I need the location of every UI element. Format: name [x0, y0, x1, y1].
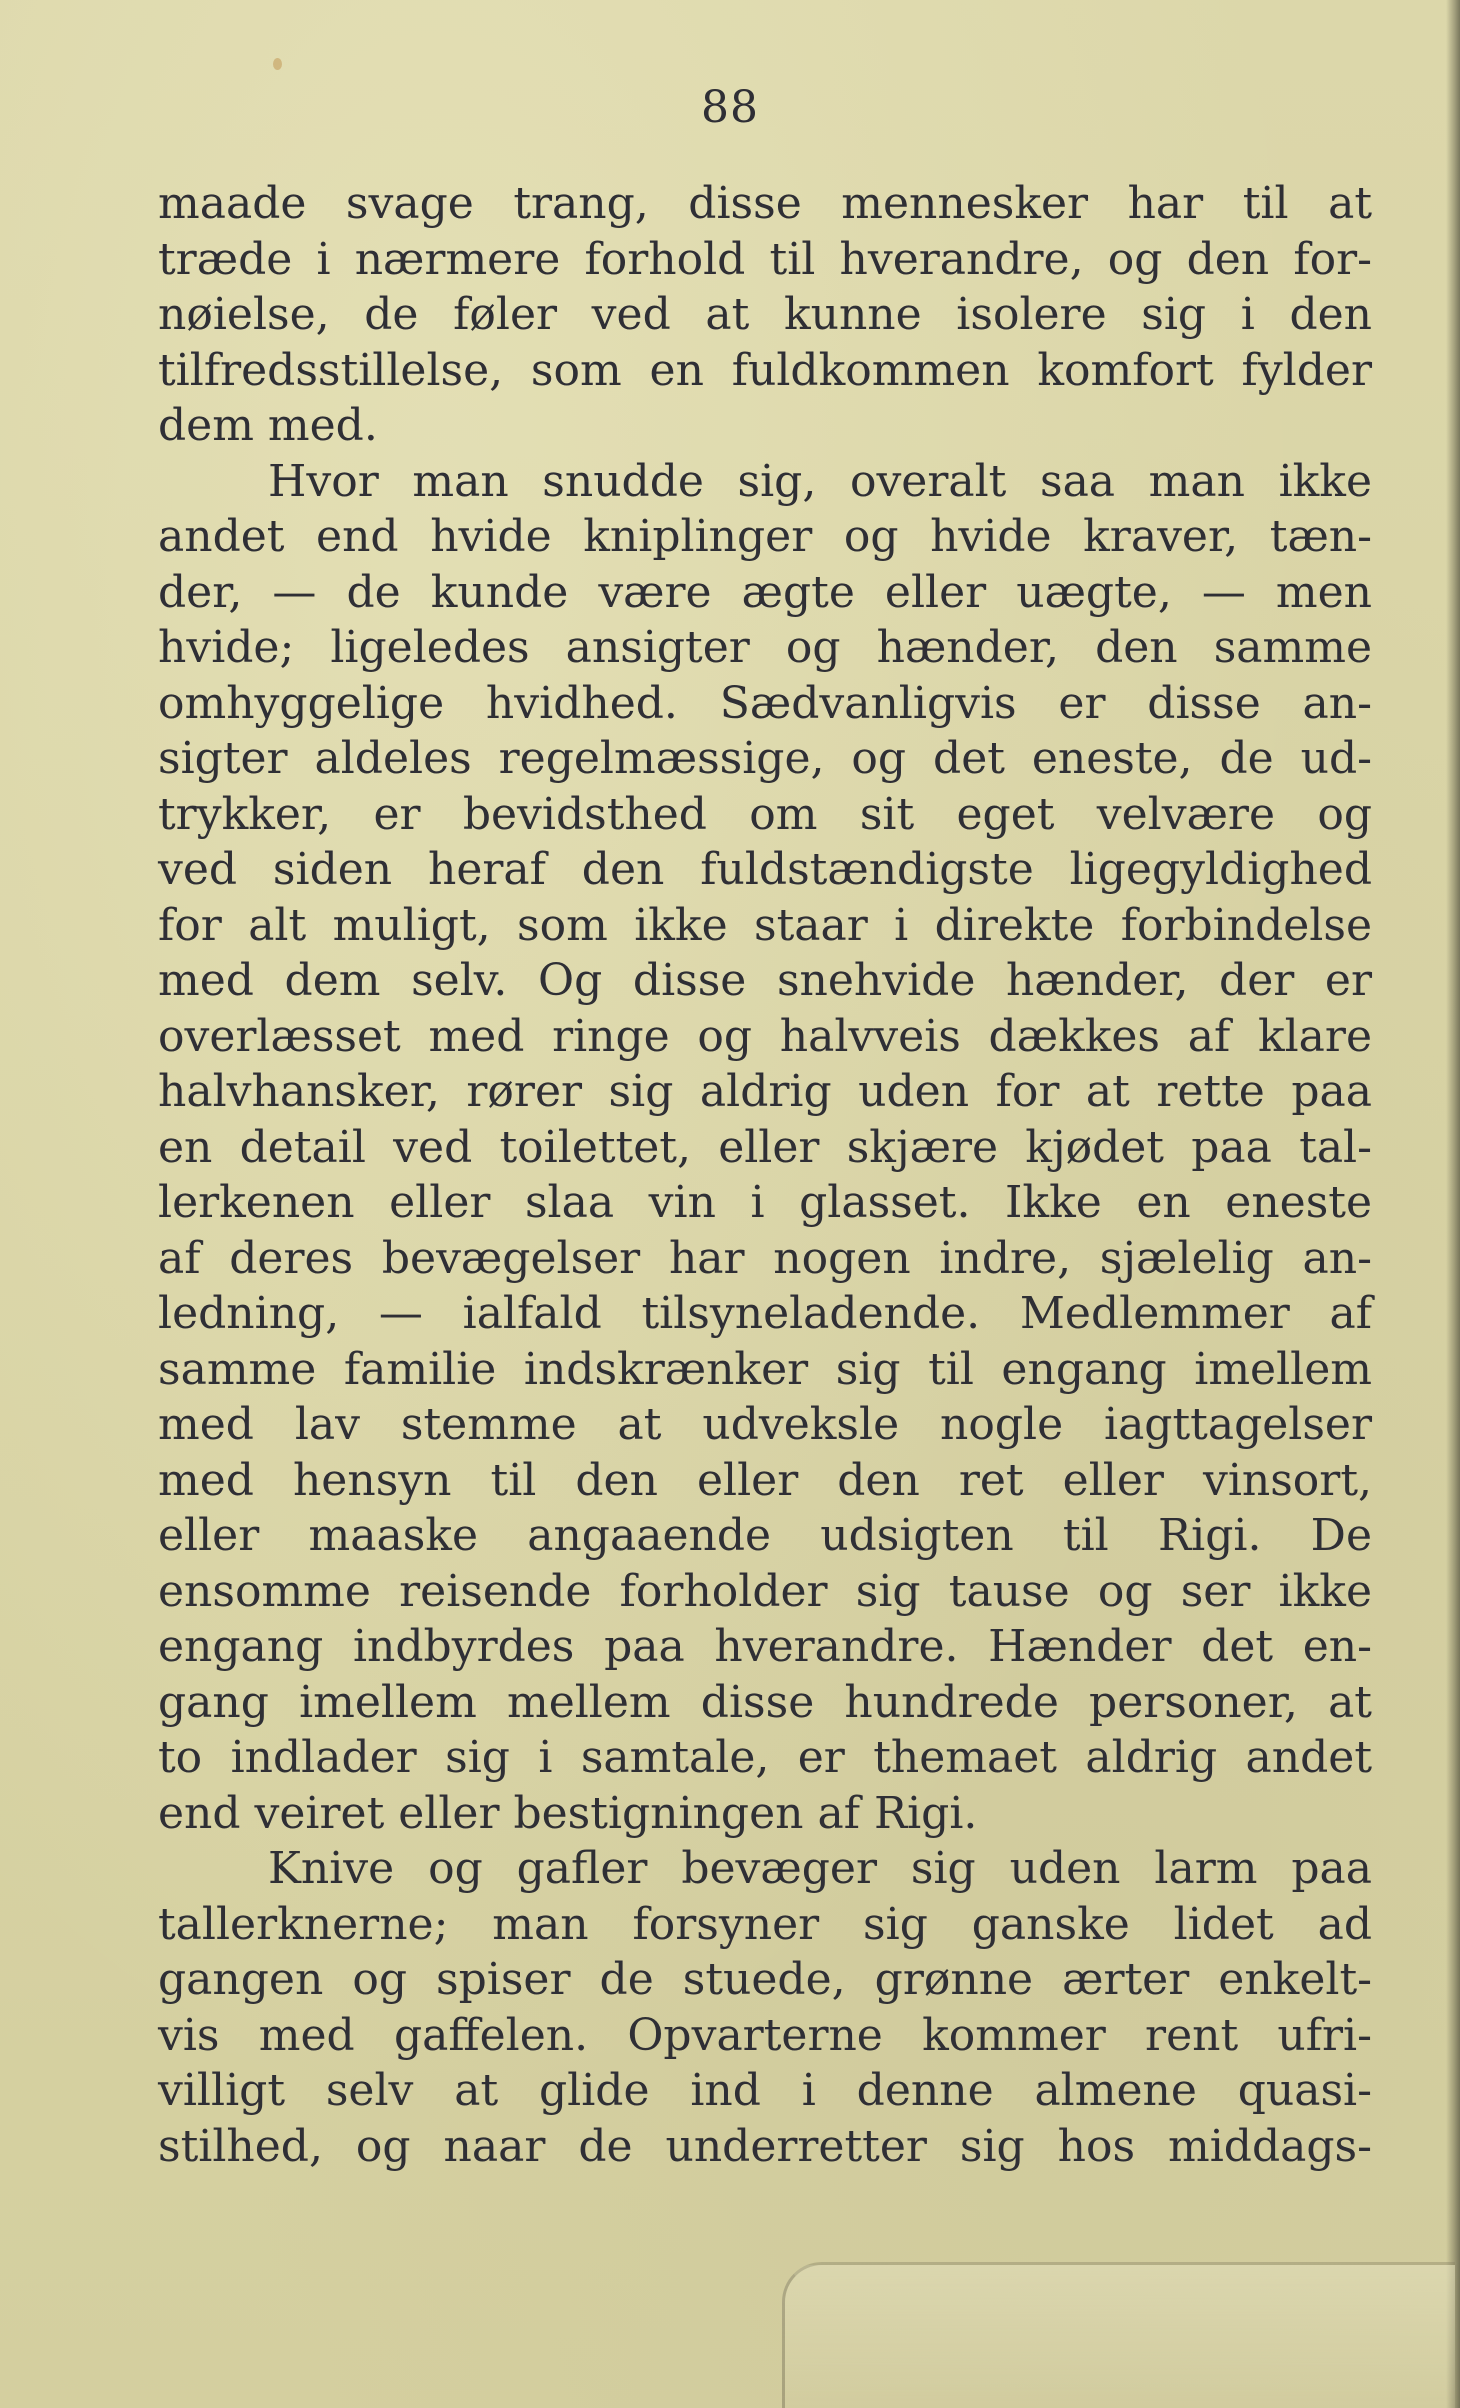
- text-line: af deres bevægelser har nogen indre, sjælelig an-: [158, 1232, 1372, 1284]
- text-line: en detail ved toilettet, eller skjære kjødet paa tal-: [158, 1121, 1372, 1173]
- text-line: omhyggelige hvidhed. Sædvanligvis er disse an-: [158, 677, 1372, 729]
- text-line: nøielse, de føler ved at kunne isolere sig i den: [158, 289, 1372, 340]
- text-line: ved siden heraf den fuldstændigste ligegyldighed: [158, 844, 1372, 895]
- text-line: maade svage trang, disse mennesker har til at: [158, 178, 1372, 229]
- text-line: vis med gaffelen. Opvarterne kommer rent ufri-: [158, 2009, 1372, 2061]
- text-line: der, — de kunde være ægte eller uægte, — men: [158, 566, 1372, 618]
- page-number: 88: [701, 82, 759, 133]
- text-line: lerkenen eller slaa vin i glasset. Ikke en eneste: [158, 1177, 1372, 1228]
- body-text: [158, 176, 1372, 2174]
- text-line: andet end hvide kniplinger og hvide kraver, tæn-: [158, 511, 1372, 562]
- text-line: for alt muligt, som ikke staar i direkte forbindelse: [158, 899, 1372, 951]
- page-edge-shadow: [1446, 0, 1460, 2408]
- text-line: villigt selv at glide ind i denne almene quasi-: [158, 2065, 1372, 2116]
- text-line: gangen og spiser de stuede, grønne ærter enkelt-: [158, 1954, 1372, 2005]
- text-line: gang imellem mellem disse hundrede personer, at: [158, 1676, 1372, 1728]
- text-line: end veiret eller bestigningen af Rigi.: [158, 1787, 978, 1839]
- ink-stain: [273, 58, 282, 70]
- text-line: træde i nærmere forhold til hverandre, og den for-: [158, 233, 1372, 285]
- text-line: halvhansker, rører sig aldrig uden for at rette paa: [158, 1066, 1372, 1117]
- text-line: overlæsset med ringe og halvveis dækkes af klare: [158, 1010, 1372, 1062]
- text-line: samme familie indskrænker sig til engang imellem: [158, 1343, 1372, 1395]
- text-line: ensomme reisende forholder sig tause og ser ikke: [158, 1565, 1372, 1617]
- text-line: Hvor man snudde sig, overalt saa man ikke: [268, 455, 1372, 507]
- text-line: stilhed, og naar de underretter sig hos middags-: [158, 2120, 1372, 2172]
- text-line: hvide; ligeledes ansigter og hænder, den samme: [158, 622, 1372, 673]
- text-line: med hensyn til den eller den ret eller vinsort,: [158, 1454, 1372, 1506]
- text-line: trykker, er bevidsthed om sit eget velvære og: [158, 788, 1372, 840]
- text-line: engang indbyrdes paa hverandre. Hænder det en-: [158, 1621, 1372, 1672]
- text-line: to indlader sig i samtale, er themaet aldrig andet: [158, 1732, 1372, 1783]
- text-line: tallerknerne; man forsyner sig ganske lidet ad: [158, 1898, 1372, 1950]
- text-line: med dem selv. Og disse snehvide hænder, der er: [158, 955, 1372, 1006]
- text-line: ledning, — ialfald tilsyneladende. Medlemmer af: [158, 1288, 1372, 1339]
- text-line: sigter aldeles regelmæssige, og det eneste, de ud-: [158, 733, 1372, 784]
- text-line: Knive og gafler bevæger sig uden larm paa: [268, 1843, 1372, 1894]
- page-curl: [782, 2262, 1455, 2408]
- text-line: dem med.: [158, 400, 378, 451]
- text-line: eller maaske angaaende udsigten til Rigi. De: [158, 1510, 1372, 1561]
- text-line: tilfredsstillelse, som en fuldkommen komfort fylder: [158, 344, 1372, 396]
- text-line: med lav stemme at udveksle nogle iagttagelser: [158, 1399, 1372, 1450]
